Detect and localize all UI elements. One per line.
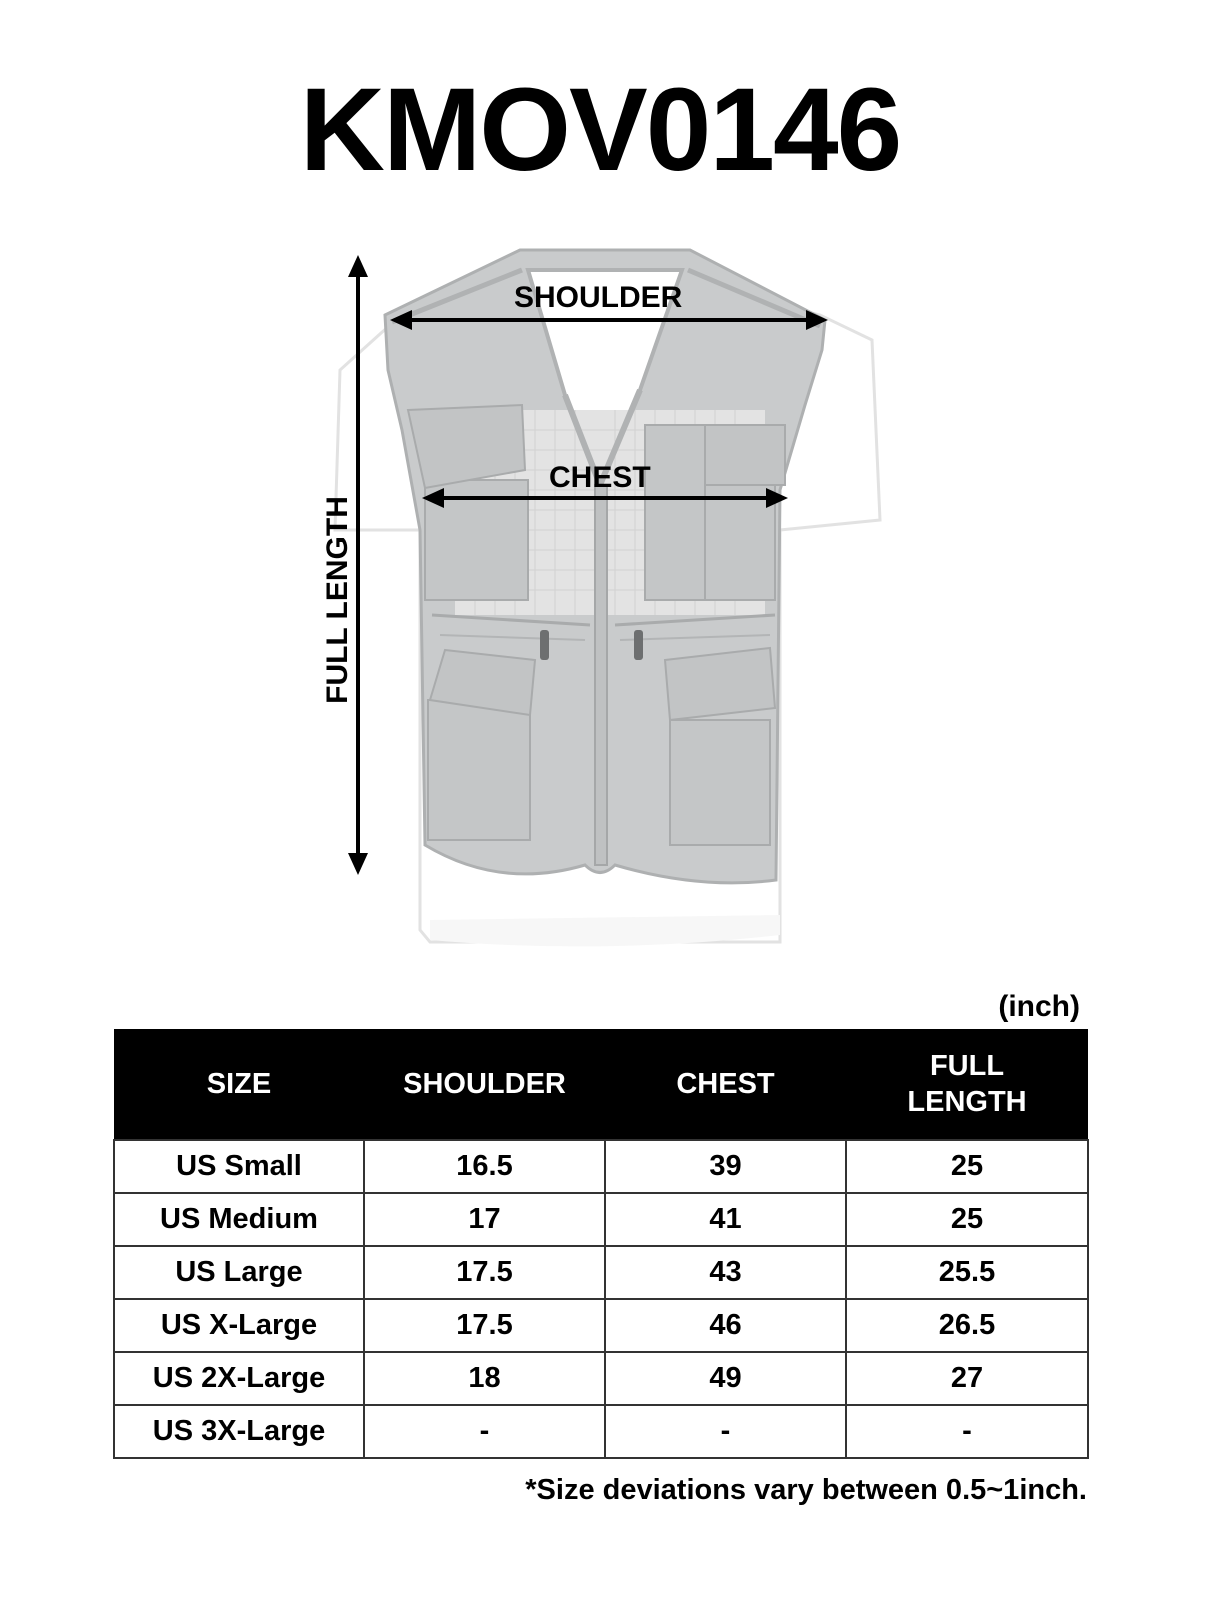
product-code-title: KMOV0146 [299, 64, 901, 196]
cell-shoulder: 18 [364, 1352, 605, 1405]
table-row [114, 1352, 1088, 1405]
header-chest: CHEST [605, 1029, 846, 1140]
table-row [114, 1246, 1088, 1299]
cell-shoulder: 17.5 [364, 1299, 605, 1352]
vest-shape [385, 250, 825, 883]
table-row [114, 1299, 1088, 1352]
chest-measure-label: CHEST [549, 461, 651, 494]
table-header-row [114, 1029, 1088, 1140]
cell-shoulder: 17.5 [364, 1246, 605, 1299]
table-row [114, 1140, 1088, 1193]
table-row [114, 1193, 1088, 1246]
cell-chest: 43 [605, 1246, 846, 1299]
vest-measurement-diagram [0, 230, 1230, 970]
cell-size: US 3X-Large [114, 1405, 364, 1458]
cell-size: US 2X-Large [114, 1352, 364, 1405]
cell-size: US Small [114, 1140, 364, 1193]
cell-shoulder: - [364, 1405, 605, 1458]
cell-chest: - [605, 1405, 846, 1458]
cell-size: US X-Large [114, 1299, 364, 1352]
cell-full-length: 25 [846, 1140, 1088, 1193]
full-length-measure-label: FULL LENGTH [321, 496, 354, 704]
cell-chest: 41 [605, 1193, 846, 1246]
table-row [114, 1405, 1088, 1458]
cell-shoulder: 16.5 [364, 1140, 605, 1193]
header-size: SIZE [114, 1029, 364, 1140]
vest-illustration [0, 230, 1230, 970]
size-deviation-note: *Size deviations vary between 0.5~1inch. [525, 1474, 1087, 1506]
header-shoulder: SHOULDER [364, 1029, 605, 1140]
header-full-length: FULL LENGTH [846, 1029, 1088, 1140]
shoulder-measure-label: SHOULDER [514, 281, 683, 314]
cell-shoulder: 17 [364, 1193, 605, 1246]
cell-full-length: - [846, 1405, 1088, 1458]
cell-full-length: 25.5 [846, 1246, 1088, 1299]
cell-size: US Large [114, 1246, 364, 1299]
cell-size: US Medium [114, 1193, 364, 1246]
cell-chest: 39 [605, 1140, 846, 1193]
cell-full-length: 27 [846, 1352, 1088, 1405]
cell-full-length: 25 [846, 1193, 1088, 1246]
size-chart-table [113, 1029, 1089, 1459]
cell-chest: 46 [605, 1299, 846, 1352]
cell-chest: 49 [605, 1352, 846, 1405]
cell-full-length: 26.5 [846, 1299, 1088, 1352]
unit-label: (inch) [998, 990, 1080, 1023]
